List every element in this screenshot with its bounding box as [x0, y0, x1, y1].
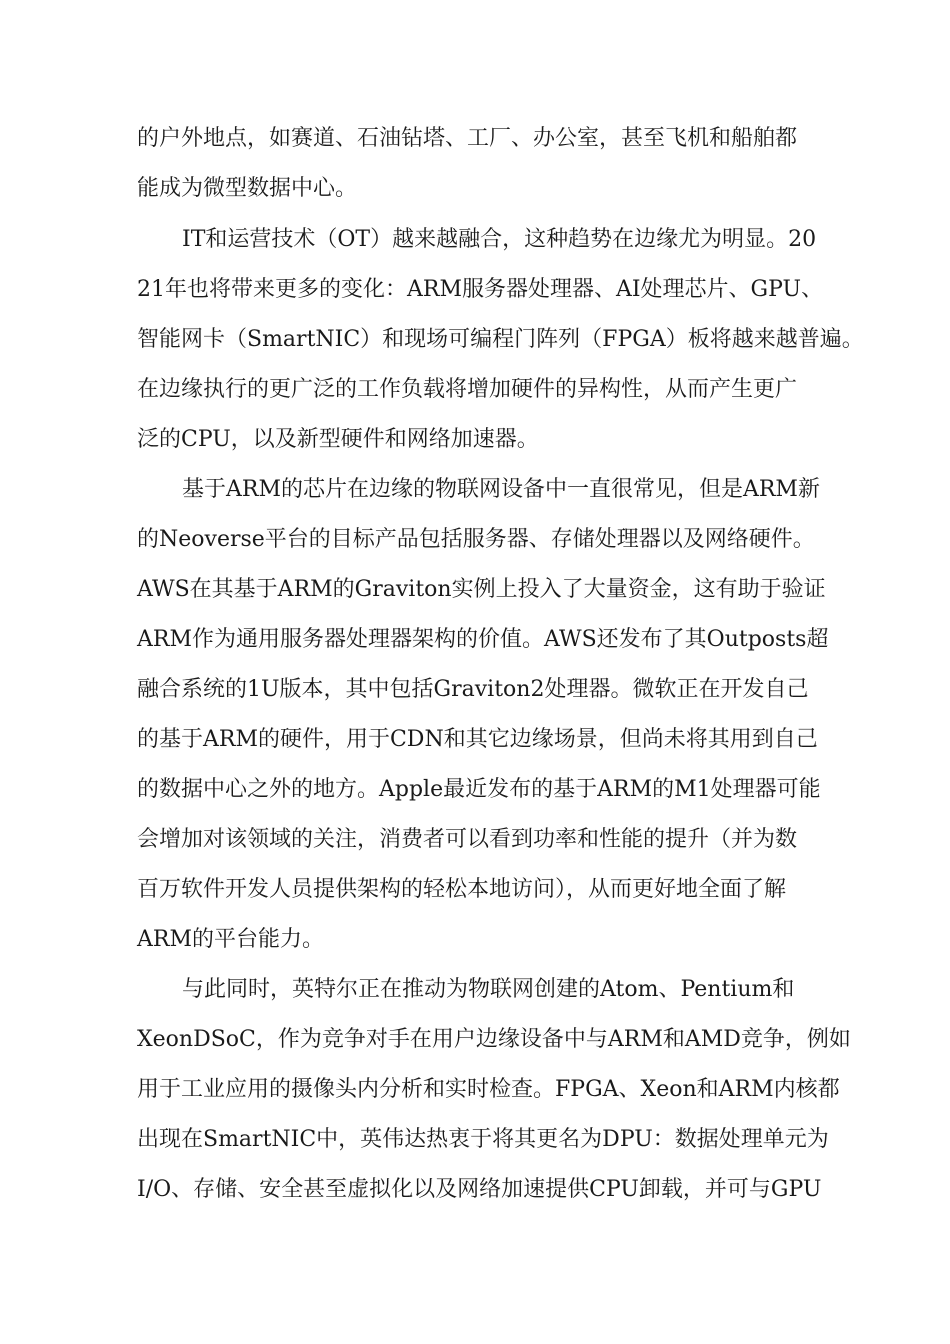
text-line: 在边缘执行的更广泛的工作负载将增加硬件的异构性，从而产生更广: [137, 377, 798, 402]
text-line: 的数据中心之外的地方。Apple最近发布的基于ARM的M1处理器可能: [137, 777, 821, 802]
text-line: 能成为微型数据中心。: [137, 176, 358, 201]
text-line: 智能网卡（SmartNIC）和现场可编程门阵列（FPGA）板将越来越普遍。: [137, 327, 864, 352]
text-line: ARM的平台能力。: [137, 927, 324, 952]
text-line: 会增加对该领域的关注，消费者可以看到功率和性能的提升（并为数: [137, 827, 798, 852]
text-line: 出现在SmartNIC中，英伟达热衷于将其更名为DPU：数据处理单元为: [137, 1127, 829, 1152]
text-line: XeonDSoC，作为竞争对手在用户边缘设备中与ARM和AMD竞争，例如: [137, 1027, 851, 1052]
text-line: 21年也将带来更多的变化：ARM服务器处理器、AI处理芯片、GPU、: [137, 277, 824, 302]
text-line: 泛的CPU，以及新型硬件和网络加速器。: [137, 427, 539, 452]
text-line: 百万软件开发人员提供架构的轻松本地访问），从而更好地全面了解: [137, 877, 787, 902]
text-line: ARM作为通用服务器处理器架构的价值。AWS还发布了其Outposts超: [137, 627, 829, 652]
text-line: IT和运营技术（OT）越来越融合，这种趋势在边缘尤为明显。20: [182, 227, 817, 252]
text-line: 的基于ARM的硬件，用于CDN和其它边缘场景，但尚未将其用到自己: [137, 727, 818, 752]
text-line: AWS在其基于ARM的Graviton实例上投入了大量资金，这有助于验证: [137, 577, 826, 602]
text-line: 的户外地点，如赛道、石油钻塔、工厂、办公室，甚至飞机和船舶都: [137, 126, 798, 151]
text-line: 的Neoverse平台的目标产品包括服务器、存储处理器以及网络硬件。: [137, 527, 815, 552]
text-line: I/O、存储、安全甚至虚拟化以及网络加速提供CPU卸载，并可与GPU: [137, 1177, 822, 1202]
text-line: 用于工业应用的摄像头内分析和实时检查。FPGA、Xeon和ARM内核都: [137, 1077, 840, 1102]
text-line: 基于ARM的芯片在边缘的物联网设备中一直很常见，但是ARM新: [182, 477, 820, 502]
text-line: 融合系统的1U版本，其中包括Graviton2处理器。微软正在开发自己: [137, 677, 809, 702]
text-line: 与此同时，英特尔正在推动为物联网创建的Atom、Pentium和: [182, 977, 795, 1002]
